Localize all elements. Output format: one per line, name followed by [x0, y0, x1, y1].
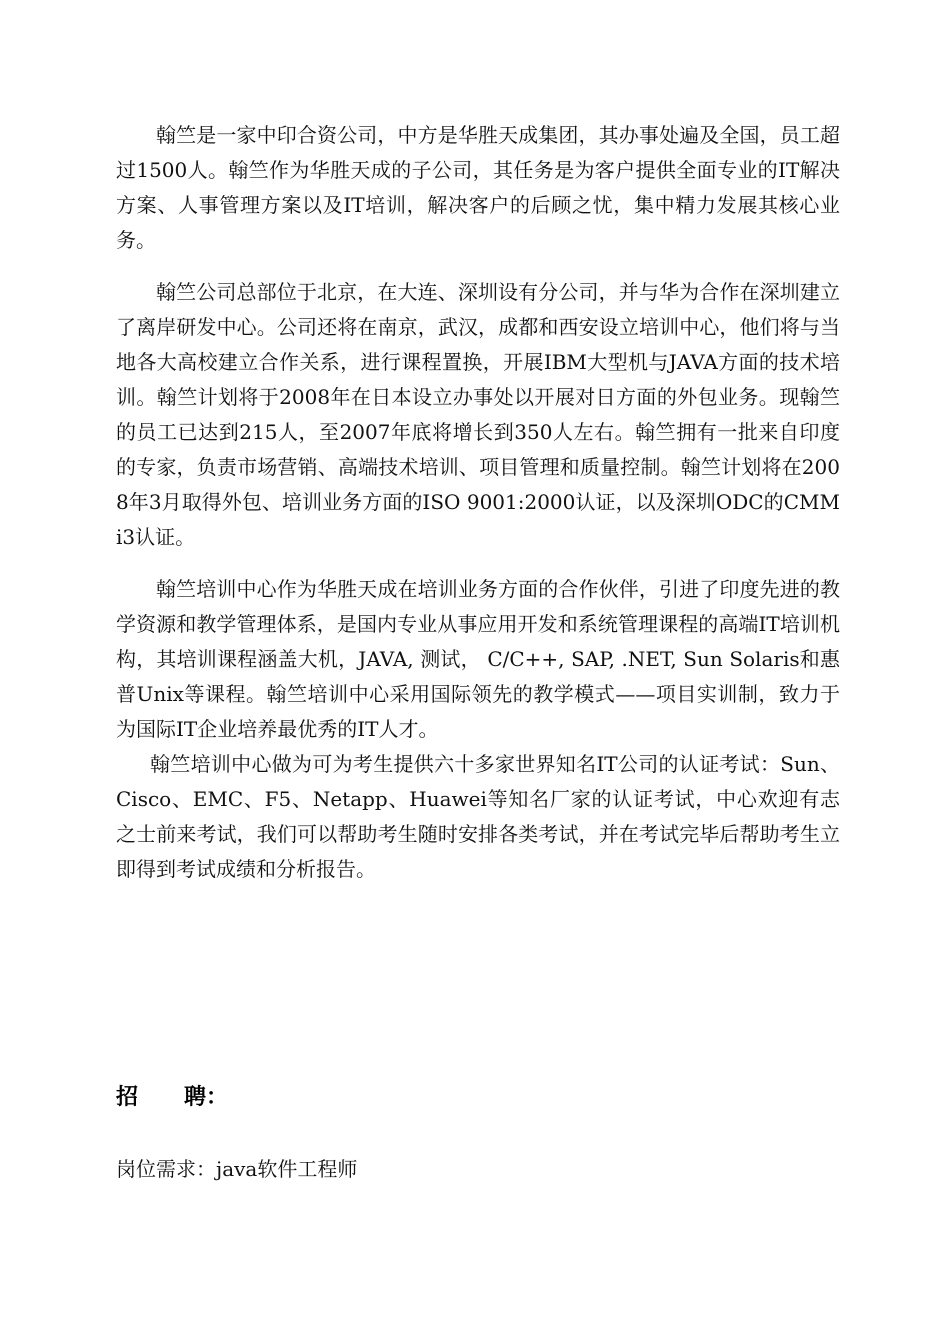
recruitment-heading-char1: 招	[116, 1084, 139, 1110]
position-requirement: 岗位需求：java软件工程师	[116, 1157, 358, 1181]
paragraph-certification-exams: 翰竺培训中心做为可为考生提供六十多家世界知名IT公司的认证考试：Sun、Cisco、EMC、F5、Netapp、Huawei等知名厂家的认证考试，中心欢迎有志之士前来考试，我们可以帮助考生随时安排各类考试，并在考试完毕后帮助考生立即得到考试成绩和分析报告。	[116, 752, 840, 881]
paragraph-training-center: 翰竺培训中心作为华胜天成在培训业务方面的合作伙伴，引进了印度先进的教学资源和教学管理体系，是国内专业从事应用开发和系统管理课程的高端IT培训机构，其培训课程涵盖大机，JAVA, 测试， C/C++, SAP, .NET, Sun Solaris和惠普Unix等课程。翰竺培训中心采用国际领先的教学模式——项目实训制，致力于为国际IT企业培养最优秀的IT人才。	[116, 577, 840, 741]
recruitment-heading	[116, 1080, 228, 1111]
document-body	[116, 118, 840, 887]
paragraph-company-offices: 翰竺公司总部位于北京，在大连、深圳设有分公司，并与华为合作在深圳建立了离岸研发中心。公司还将在南京，武汉，成都和西安设立培训中心，他们将与当地各大高校建立合作关系，进行课程置换，开展IBM大型机与JAVA方面的技术培训。翰竺计划将于2008年在日本设立办事处以开展对日方面的外包业务。现翰竺的员工已达到215人，至2007年底将增长到350人左右。翰竺拥有一批来自印度的专家，负责市场营销、高端技术培训、项目管理和质量控制。翰竺计划将在2008年3月取得外包、培训业务方面的ISO 9001:2000认证，以及深圳ODC的CMMi3认证。	[116, 280, 840, 549]
paragraph-company-intro: 翰竺是一家中印合资公司，中方是华胜天成集团，其办事处遍及全国，员工超过1500人。翰竺作为华胜天成的子公司，其任务是为客户提供全面专业的IT解决方案、人事管理方案以及IT培训，解决客户的后顾之忧，集中精力发展其核心业务。	[116, 123, 840, 252]
recruitment-heading-char2: 聘：	[184, 1084, 229, 1110]
